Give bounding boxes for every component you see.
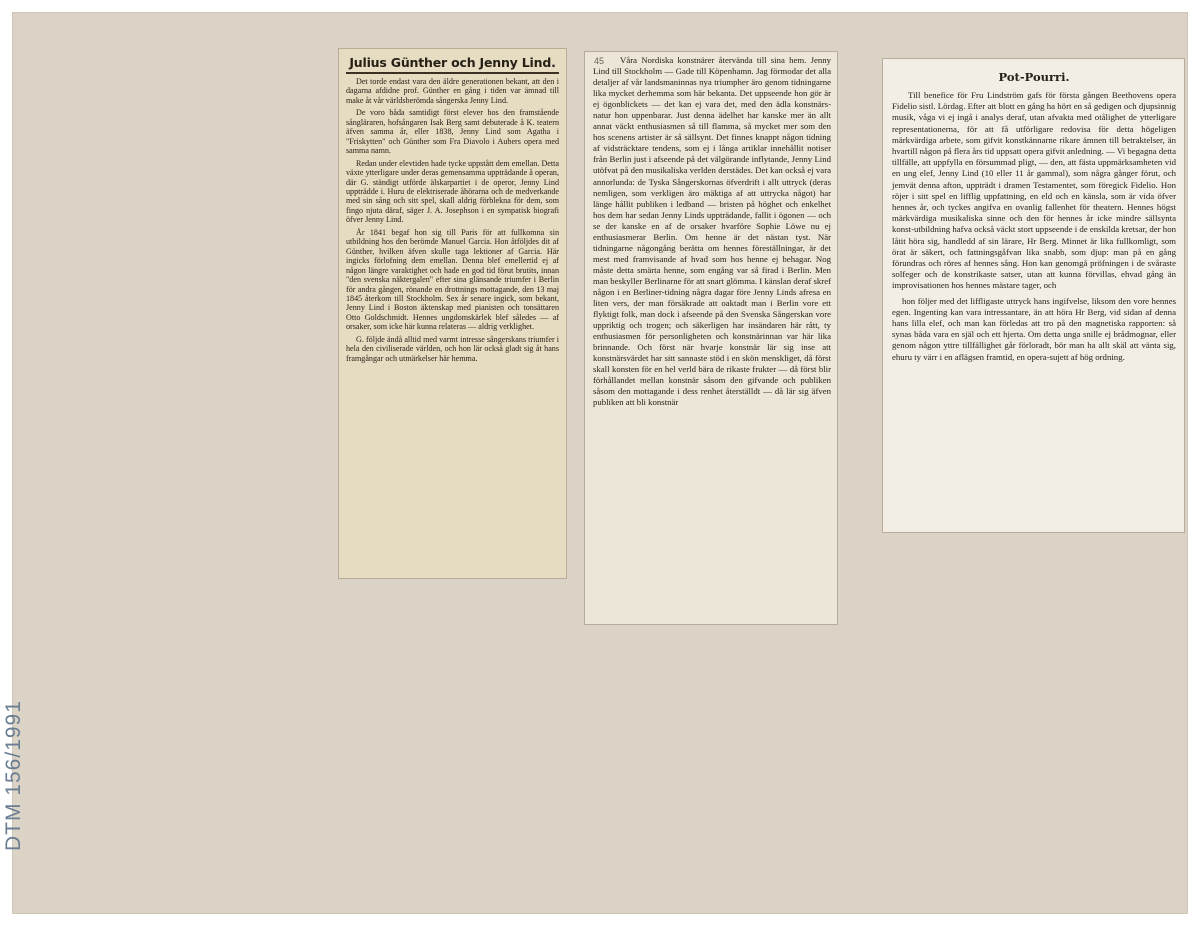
clipping-paragraph: Det torde endast vara den äldre generationen bekant, att den i dagarna afdidne prof. Günther en gång i tiden var ämnad till make åt vår världsberömda sångerska Jenny Lind. — [346, 77, 559, 105]
clipping-title: Pot-Pourri. — [998, 70, 1070, 84]
clipping-paragraph: Till benefice för Fru Lindström gafs för första gången Beethovens opera Fidelio sistl. Lördag. Efter att blott en gång ha hört en så gedigen och djupsinnig musik, våga vi ej ingå i analys deraf, utan afvakta med otålighet de ytterligare representationerna, för att få utförligare redovisa för detta högeligen märkvärdiga arbete, som gifvit konstkännarne rikare ämnen till betraktelser, än hvartill någon på flera års tid uppsatt opera gifvit anledning. — Vi begagna detta tillfälle, att uppfylla en försummad pligt, — den, att fästa uppmärksamheten vid en ung elef, Jenny Lind (10 eller 11 år gammal), som några gånger förut, och jemvät denna afton, uppträdt i dramen Testamentet, som föregick Fidelio. Hon röjer i sitt spel en lifflig uppfattning, en eld och en känsla, som är vida öfver hennes år, och tyckes angifva en ovanlig fallenhet för theatern. Hennes högst märkvärdiga musikaliska sinne och den för hennes år icke mindre sällsynta konst-utbildning hafva också väckt stort uppseende i de enskilda kretsar, der hon låtit höra sig, handledd af sin lärare, Hr Berg. Minnet är lika fullkomligt, som örat är säkert, och fattningsgåfvan lika snabb, som djup: man på en gång förundras och röres af hennes sång. Hon kan genomgå pröfningen i de svåraste solfeger och de konstrikaste satser, utan att kunna förvillas, ehvad gång än improvisationen hos hennes mästare tager, och — [892, 90, 1177, 291]
handwritten-page-number: 45 — [594, 56, 605, 66]
clipping-title: Julius Günther och Jenny Lind. — [346, 55, 559, 74]
clipping-paragraph: De voro båda samtidigt först elever hos den framstående sångläraren, hofsångaren Isak Berg samt debuterade å K. teatern äfven samma år, eller 1838, Jenny Lind som Agatha i "Friskytten" och Günther som Fra Diavolo i Aubers opera med samma namn. — [346, 108, 559, 156]
newspaper-clipping-pot-pourri — [883, 59, 1184, 532]
clipping-paragraph: G. följde ändå alltid med varmt intresse sångerskans triumfer i hela den civiliserade världen, och hon lär också gladt sig åt hans framgångar och utmärkelser här hemma. — [346, 334, 559, 363]
newspaper-clipping-gunther-lind — [339, 49, 566, 578]
clipping-paragraph: År 1841 begaf hon sig till Paris för att fullkomna sin utbildning hos den berömde Manuel Garcia. Hon åtföljdes dit af Günther, hvilken äfven skulle taga lektioner af Garcia. Här ingicks förlofning dem emellan. Denna blef emellertid ej af någon längre varaktighet och hade en god tid förut brutits, innan "den svenska näktergalen" efter sina glänsande triumfer i Berlin för andra gången, rönande en drottnings mottagande, den 13 maj 1845 återkom till Stockholm. Sex år senare ingick, som bekant, Jenny Lind i Boston äktenskap med pianisten och tonsättaren Otto Goldschmidt. Hennes ungdomskärlek blef således — af orsaker, som icke här kunna relateras — aldrig verklighet. — [346, 227, 559, 332]
catalog-number-stamp: DTM 156/1991 — [2, 700, 25, 851]
clipping-paragraph: Redan under elevtiden hade tycke uppstått dem emellan. Detta växte ytterligare under deras gemensamma uppträdande å operan, där G. ständigt utförde älskarpartiet i de operor, Jenny Lind uppträdde i. Huru de elektriserade åhörarna och de medverkande med sin sång och sitt spel, skall aldrig förblekna för dem, som fingo njuta däraf, säger J. A. Josephson i en sympatisk biografi öfver Jenny Lind. — [346, 158, 559, 225]
newspaper-clipping-nordic-artists — [585, 52, 837, 624]
clipping-paragraph: Våra Nordiska konstnärer återvända till sina hem. Jenny Lind till Stockholm — Gade till Köpenhamn. Jag förmodar det alla detaljer af vår landsmaninnas nya triumpher äro genom tidningarne lika mycket derhemma som här bekanta. Det uppseende hon gör är ej ögonblickets — det kan ej vara det, med den ädla konstnärs-natur hon uppenbarar. Just denna ädelhet har kanske mer än allt annat väckt enthusiasmen så till flamma, så mycket mer som den hos scenens artister är så sällsynt. Det finnes knappt någon tidning af vidsträcktare tendens, som ej i långa artiklar innehållit notiser från Berlin just i afseende på det välgörande inflytande, Jenny Lind utöfvat på den musikaliska verlden derstädes. Det kan också ej vara annorlunda: de Tyska Sångerskornas öfverdrift i allt uttryck (deras nemligen, som verkligen äro mäktiga af att uttrycka något) har länge hållit publiken i ledband — bristen på höghet och enkelhet hos dem har sedan Jenny Linds uppträdande, fallit i ögonen — och se der kanske en af de orsaker hvarföre Sophie Löwe nu ej enthusiasmerar Berlin. Om henne är det nästan tyst. När tidningarne någongång berätta om hennes föreställningar, är det mest med framvisande af hvad som hos henne ej behagar. Nog måste detta smärta henne, som engång var så firad i Berlin. Men man beskyller Berlinarne för att snart glömma. I känslan deraf skref någon i en Berliner-tidning några dagar före Jenny Linds afresa en liten vers, der man försäkrade att oaktadt man i Berlin vore ett flyktigt folk, man dock i afseende på den Svenska Sångerskan vore uppriktig och trogen; och säkerligen har insändaren här rått, ty enthusiasmen för personligheten och konstnärinnan var här lika brinnande. Och först när hvarje konstnär lär sig inse att konstnärsvärdet har sitt sannaste stöd i en skön menskliget, då först skall konsten för en hel verld bära de rikaste frukter — då först blir förhållandet mellan konstnär såsom den gifvande och publiken såsom den mottagande i dess renhet återställdt — då lär sig äfven publiken att bli konstnär — [593, 55, 831, 408]
clipping-paragraph: hon följer med det liffligaste uttryck hans ingifvelse, liksom den vore hennes egen. Ingenting kan vara intressantare, än att höra Hr Berg, vid sidan af denna hans lilla elef, och man kan förledas att tro på den magnetiska rapporten: så synas båda vara en själ och ett hjerta. Om detta unga snille ej brådmognar, eller genom någon yttre tillfällighet går förloradt, bör man ha allt skäl att vänta sig, ehuru ty värr i en aflägsen framtid, en opera-sujett af hög ordning. — [892, 295, 1176, 362]
